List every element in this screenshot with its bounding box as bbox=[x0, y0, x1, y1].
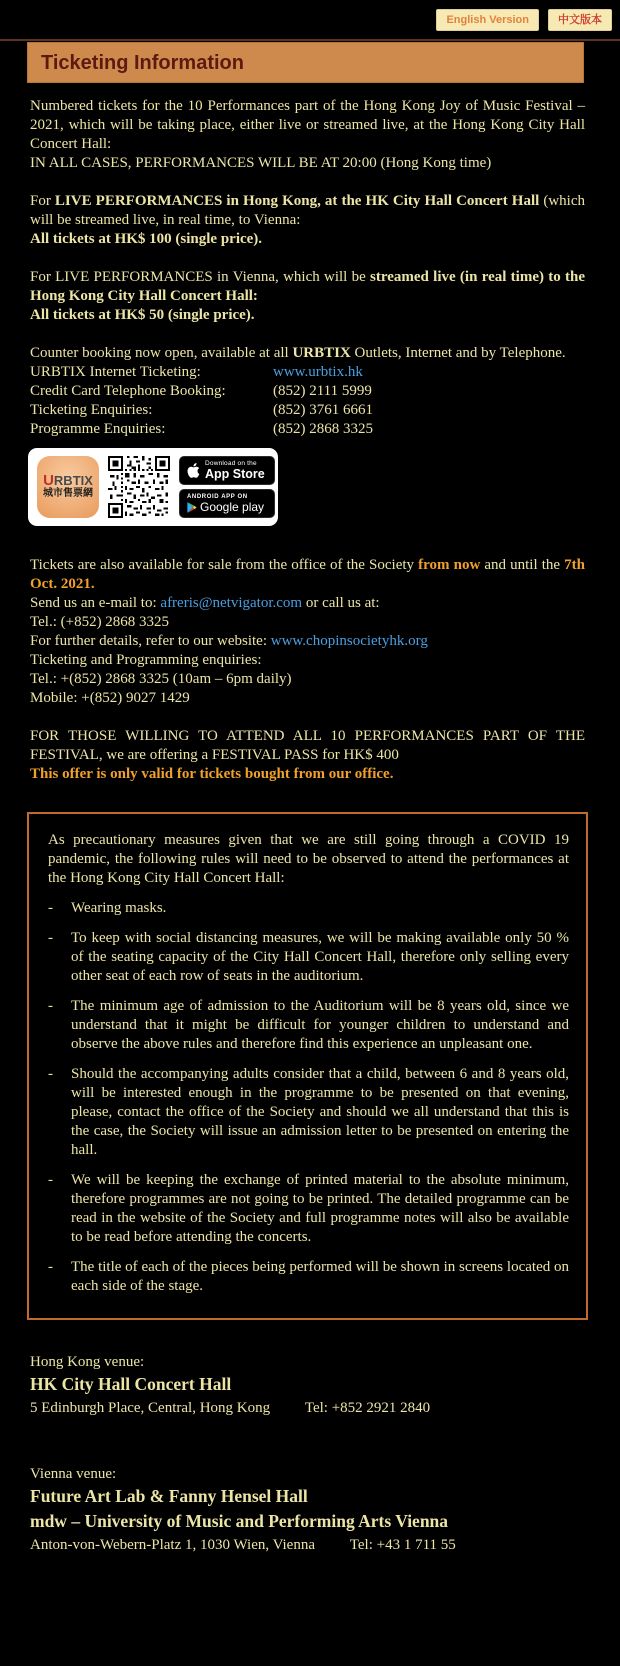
main-content bbox=[30, 97, 585, 784]
contact-value: (852) 2868 3325 bbox=[273, 421, 373, 437]
office-tel: Tel.: (+852) 2868 3325 bbox=[30, 614, 170, 630]
website-pre: For further details, refer to our website: bbox=[30, 633, 271, 649]
google-play-icon bbox=[187, 502, 197, 513]
intro-paragraph bbox=[30, 97, 585, 173]
email-pre: Send us an e-mail to: bbox=[30, 595, 161, 611]
apple-icon bbox=[187, 463, 200, 478]
enquiries-mobile: Mobile: +(852) 9027 1429 bbox=[30, 690, 190, 706]
venue-address-line bbox=[30, 1536, 585, 1555]
contact-label: URBTIX Internet Ticketing: bbox=[30, 364, 201, 380]
venues-section bbox=[30, 1353, 585, 1555]
counter-booking-paragraph bbox=[30, 344, 585, 363]
title-bar bbox=[27, 42, 584, 83]
covid-rule-item bbox=[48, 899, 569, 918]
bullet-dash: - bbox=[48, 1066, 53, 1082]
bullet-dash: - bbox=[48, 900, 53, 916]
qr-code bbox=[108, 456, 170, 518]
email-link[interactable]: afreris@netvigator.com bbox=[160, 595, 303, 611]
top-divider bbox=[0, 39, 620, 41]
contact-label: Ticketing Enquiries: bbox=[30, 402, 153, 418]
app-store-tagline: Download on the bbox=[205, 460, 257, 467]
vienna-performances-paragraph bbox=[30, 268, 585, 325]
app-store-badge[interactable] bbox=[179, 456, 275, 485]
chinese-version-button[interactable]: 中文版本 bbox=[548, 9, 612, 31]
vienna-venue bbox=[30, 1465, 585, 1555]
venue-label: Hong Kong venue: bbox=[30, 1354, 145, 1370]
contact-value: (852) 3761 6661 bbox=[273, 402, 373, 418]
covid-rule-item bbox=[48, 929, 569, 986]
festival-pass-offer-note: This offer is only valid for tickets bought from our office. bbox=[30, 766, 394, 782]
covid-rule-item bbox=[48, 1171, 569, 1247]
vienna-perf-price: All tickets at HK$ 50 (single price). bbox=[30, 307, 255, 323]
venue-name: HK City Hall Concert Hall bbox=[30, 1374, 232, 1394]
contact-row bbox=[30, 401, 585, 420]
enquiries-tel: Tel.: +(852) 2868 3325 (10am – 6pm daily) bbox=[30, 671, 292, 687]
vienna-perf-bold: streamed live (in real time) to the Hong Kong City Hall Concert Hall: bbox=[30, 269, 586, 304]
urbtix-app-panel bbox=[28, 448, 278, 526]
bullet-dash: - bbox=[48, 1172, 53, 1188]
covid-rule-item bbox=[48, 1258, 569, 1296]
venue-name-secondary: mdw – University of Music and Performing Arts Vienna bbox=[30, 1511, 449, 1531]
email-post: or call us at: bbox=[302, 595, 380, 611]
venue-address: 5 Edinburgh Place, Central, Hong Kong bbox=[30, 1400, 271, 1416]
covid-rule-text: To keep with social distancing measures, we will be making available only 50 % of the seating capacity of the City Hall Concert Hall, therefore only selling every other seat of each row of seats in the auditorium. bbox=[71, 930, 569, 984]
google-play-badge[interactable] bbox=[179, 489, 275, 518]
venue-tel: Tel: +852 2921 2840 bbox=[304, 1400, 431, 1416]
english-version-button[interactable]: English Version bbox=[436, 9, 539, 31]
contact-label: Credit Card Telephone Booking: bbox=[30, 383, 226, 399]
urbtix-app-icon bbox=[37, 456, 99, 518]
language-switcher bbox=[0, 0, 620, 31]
venue-tel: Tel: +43 1 711 55 bbox=[349, 1537, 456, 1553]
hk-perf-mid: (which will be streamed live, in real time, to Vienna: bbox=[30, 193, 586, 228]
vienna-perf-pre: For LIVE PERFORMANCES in Vienna, which will be bbox=[30, 269, 371, 285]
hk-perf-price: All tickets at HK$ 100 (single price). bbox=[30, 231, 263, 247]
urbtix-website-link[interactable]: www.urbtix.hk bbox=[273, 364, 363, 380]
covid-rule-text: We will be keeping the exchange of printed material to the absolute minimum, therefore programmes are not going to be printed. The detailed programme can be read in the website of the Society and full programme notes will also be available to be read before attending the concerts. bbox=[71, 1172, 569, 1245]
hk-perf-pre: For bbox=[30, 193, 55, 209]
covid-rule-text: Wearing masks. bbox=[71, 900, 167, 916]
page-title: Ticketing Information bbox=[41, 52, 244, 74]
venue-address: Anton-von-Webern-Platz 1, 1030 Wien, Vienna bbox=[30, 1537, 315, 1553]
bullet-dash: - bbox=[48, 1259, 53, 1275]
urbtix-logo-u: U bbox=[43, 472, 54, 489]
enquiries-label: Ticketing and Programming enquiries: bbox=[30, 652, 262, 668]
bullet-dash: - bbox=[48, 998, 53, 1014]
covid-rule-text: The title of each of the pieces being performed will be shown in screens located on each side of the stage. bbox=[71, 1259, 569, 1294]
intro-text: Numbered tickets for the 10 Performances part of the Hong Kong Joy of Music Festival – 2021, which will be taking place, either live or streamed live, at the Hong Kong City Hall Concert Hall: bbox=[30, 98, 585, 152]
counter-pre: Counter booking now open, available at all bbox=[30, 345, 293, 361]
app-badges bbox=[179, 456, 275, 518]
deadline-highlight: 7th Oct. 2021. bbox=[30, 557, 585, 592]
hk-performances-paragraph bbox=[30, 192, 585, 249]
hk-perf-bold: LIVE PERFORMANCES in Hong Kong, at the HK City Hall Concert Hall bbox=[54, 193, 540, 209]
google-play-label: Google play bbox=[200, 500, 265, 514]
contact-label: Programme Enquiries: bbox=[30, 421, 166, 437]
from-now-highlight: from now bbox=[418, 557, 481, 573]
urbtix-logo-chinese: 城市售票網 bbox=[43, 488, 93, 499]
intro-time-note: IN ALL CASES, PERFORMANCES WILL BE AT 20:00 (Hong Kong time) bbox=[30, 155, 492, 171]
office-sales-paragraph bbox=[30, 556, 585, 708]
covid-rule-item bbox=[48, 997, 569, 1054]
office-sales-pre: Tickets are also available for sale from the office of the Society bbox=[30, 557, 419, 573]
app-store-label: App Store bbox=[205, 467, 265, 481]
venue-label: Vienna venue: bbox=[30, 1466, 117, 1482]
venue-address-line bbox=[30, 1399, 585, 1418]
counter-urbtix: URBTIX bbox=[292, 345, 351, 361]
festival-pass-text: FOR THOSE WILLING TO ATTEND ALL 10 PERFORMANCES PART OF THE FESTIVAL, we are offering a FESTIVAL PASS for HK$ 400 bbox=[30, 728, 585, 763]
urbtix-logo-rest: RBTIX bbox=[53, 473, 93, 488]
bullet-dash: - bbox=[48, 930, 53, 946]
contact-row bbox=[30, 420, 585, 439]
venue-name: Future Art Lab & Fanny Hensel Hall bbox=[30, 1486, 308, 1506]
contact-row bbox=[30, 363, 585, 382]
covid-rule-text: Should the accompanying adults consider that a child, between 6 and 8 years old, will be interested enough in the programme to be presented on that evening, please, contact the office of the Society and should we all understand that this is the case, the Society will issue an admission letter to be presented on entering the hall. bbox=[71, 1066, 569, 1158]
hong-kong-venue bbox=[30, 1353, 585, 1418]
office-sales-mid: and until the bbox=[480, 557, 565, 573]
festival-pass-paragraph bbox=[30, 727, 585, 784]
society-website-link[interactable]: www.chopinsocietyhk.org bbox=[270, 633, 428, 649]
contact-row bbox=[30, 382, 585, 401]
covid-rules-box bbox=[27, 812, 588, 1320]
covid-rule-text: The minimum age of admission to the Auditorium will be 8 years old, since we understand that it might be difficult for younger children to understand and observe the above rules and therefore find this experience an unpleasant one. bbox=[71, 998, 569, 1052]
google-play-tagline: ANDROID APP ON bbox=[187, 494, 248, 500]
counter-post: Outlets, Internet and by Telephone. bbox=[350, 345, 566, 361]
contact-value: (852) 2111 5999 bbox=[273, 383, 372, 399]
covid-rule-item bbox=[48, 1065, 569, 1160]
covid-intro: As precautionary measures given that we are still going through a COVID 19 pandemic, the following rules will need to be observed to attend the performances at the Hong Kong City Hall Concert Hall: bbox=[48, 832, 569, 886]
